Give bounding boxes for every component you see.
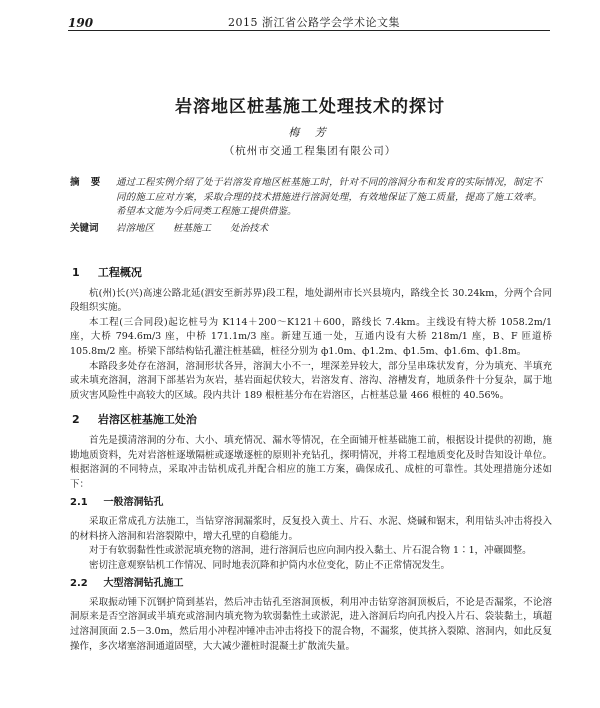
paragraph: 密切注意观察钻机工作情况、同时地表沉降和护筒内水位变化，防止不正常情况发生。 bbox=[89, 559, 451, 571]
section-number: 2 bbox=[72, 413, 80, 427]
subsection-number: 2.2 bbox=[70, 578, 88, 590]
subsection-heading bbox=[70, 577, 552, 592]
section-heading bbox=[70, 413, 552, 428]
paragraph: 首先是摸清溶洞的分布、大小、填充情况、漏水等情况，在全面铺开桩基础施工前，根据设计提供的初勘，施勘地质资料，先对岩溶桩逐墩隔桩或逐墩逐桩的原则补充钻孔，探明情况，并将工程地质变化及时告知设计单位。根据溶洞的不同特点，采取冲击钻机成孔并配合相应的施工方案，确保成孔、成桩的可靠性。其处理措施分述如下： bbox=[70, 434, 552, 490]
paragraph: 本工程(三合同段)起讫桩号为 K114＋200～K121＋600，路线长 7.4km。主线设有特大桥 1058.2m/1 座，大桥 794.6m/3 座，中桥 171.1m/3 座。新建互通一处，互通内设有大桥 218m/1 座，B、F 匝道桥 105.8m/2 座。桥梁下部结构钻孔灌注桩基础，桩径分别为 ф1.0m、ф1.2m、ф1.5m、ф1.6m、ф1.8m。 bbox=[70, 316, 552, 357]
paragraph: 杭(州)长(兴)高速公路北延(泗安至新苏界)段工程，地处湖州市长兴县境内，路线全长 30.24km，分两个合同段组织实施。 bbox=[70, 287, 552, 314]
author-name: 梅 芳 bbox=[288, 126, 332, 139]
abstract-text: 通过工程实例介绍了处于岩溶发育地区桩基施工时，针对不同的溶洞分布和发育的实际情况，制定不同的施工应对方案，采取合理的技术措施进行溶洞处理，有效地保证了施工质量，提高了施工效率。希望本文能为今后同类工程施工提供借鉴。 bbox=[116, 177, 542, 217]
keyword: 处治技术 bbox=[230, 222, 269, 234]
keywords-label: 关键词 bbox=[70, 222, 99, 234]
subsection-title: 大型溶洞钻孔施工 bbox=[103, 578, 184, 590]
abstract-block bbox=[70, 176, 550, 236]
page-number: 190 bbox=[68, 16, 94, 30]
keyword: 桩基施工 bbox=[173, 222, 212, 234]
article-body bbox=[70, 258, 552, 654]
paragraph: 对于有软弱黏性性或淤泥填充物的溶洞，进行溶洞后也应向洞内投入黏土、片石混合物 1∶1，冲碾圆整。 bbox=[89, 545, 532, 557]
page-header bbox=[68, 12, 550, 31]
keywords-row bbox=[70, 222, 550, 237]
subsection-heading bbox=[70, 496, 552, 511]
keywords-list bbox=[116, 222, 550, 237]
subsection-number: 2.1 bbox=[70, 497, 88, 509]
author-affiliation: （杭州市交通工程集团有限公司） bbox=[223, 145, 397, 157]
abstract-label: 摘 要 bbox=[70, 177, 105, 188]
running-title: 2015 浙江省公路学会学术论文集 bbox=[228, 16, 400, 29]
paragraph: 采取振动锤下沉钢护筒到基岩，然后冲击钻孔至溶洞顶板，利用冲击钻穿溶洞顶板后，不论是否漏浆，不论溶洞原来是否空溶洞或半填充或溶洞内填充物为软弱黏性土或淤泥，进入溶洞后均向孔内投入片石、袋装黏土，填超过溶洞顶面 2.5－3.0m，然后用小冲程冲锤冲击冲击将投下的混合物，不漏浆，使其挤入裂隙、溶洞内，如此反复操作，多次堵塞溶洞通道固壁，大大减少灌桩时混凝土扩散流失量。 bbox=[70, 596, 552, 652]
paragraph: 采取正常成孔方法施工，当钻穿溶洞漏浆时，反复投入黄土、片石、水泥、烧碱和锯末，利用钻头冲击将投入的材料挤入溶洞和岩溶裂隙中，增大孔壁的自稳能力。 bbox=[70, 515, 552, 542]
paragraph: 本路段多处存在溶洞，溶洞形状各异，溶洞大小不一，埋深差异较大，部分呈串珠状发育，分为填充、半填充或未填充溶洞，溶洞下部基岩为灰岩，基岩面起伏较大，岩溶发育、溶沟、溶槽发育，地质条件十分复杂，属于地质灾害风险性中高较大的区域。段内共计 189 根桩基分布在岩溶区，占桩基总量 466 根桩的 40.56%。 bbox=[70, 360, 552, 401]
subsection-title: 一般溶洞钻孔 bbox=[103, 497, 164, 509]
abstract-row bbox=[70, 176, 550, 220]
keyword: 岩溶地区 bbox=[116, 222, 155, 234]
section-heading bbox=[70, 266, 552, 281]
article-title: 岩溶地区桩基施工处理技术的探讨 bbox=[175, 97, 445, 117]
section-number: 1 bbox=[72, 266, 80, 279]
section-title: 工程概况 bbox=[97, 266, 142, 279]
section-title: 岩溶区桩基施工处治 bbox=[97, 413, 197, 427]
